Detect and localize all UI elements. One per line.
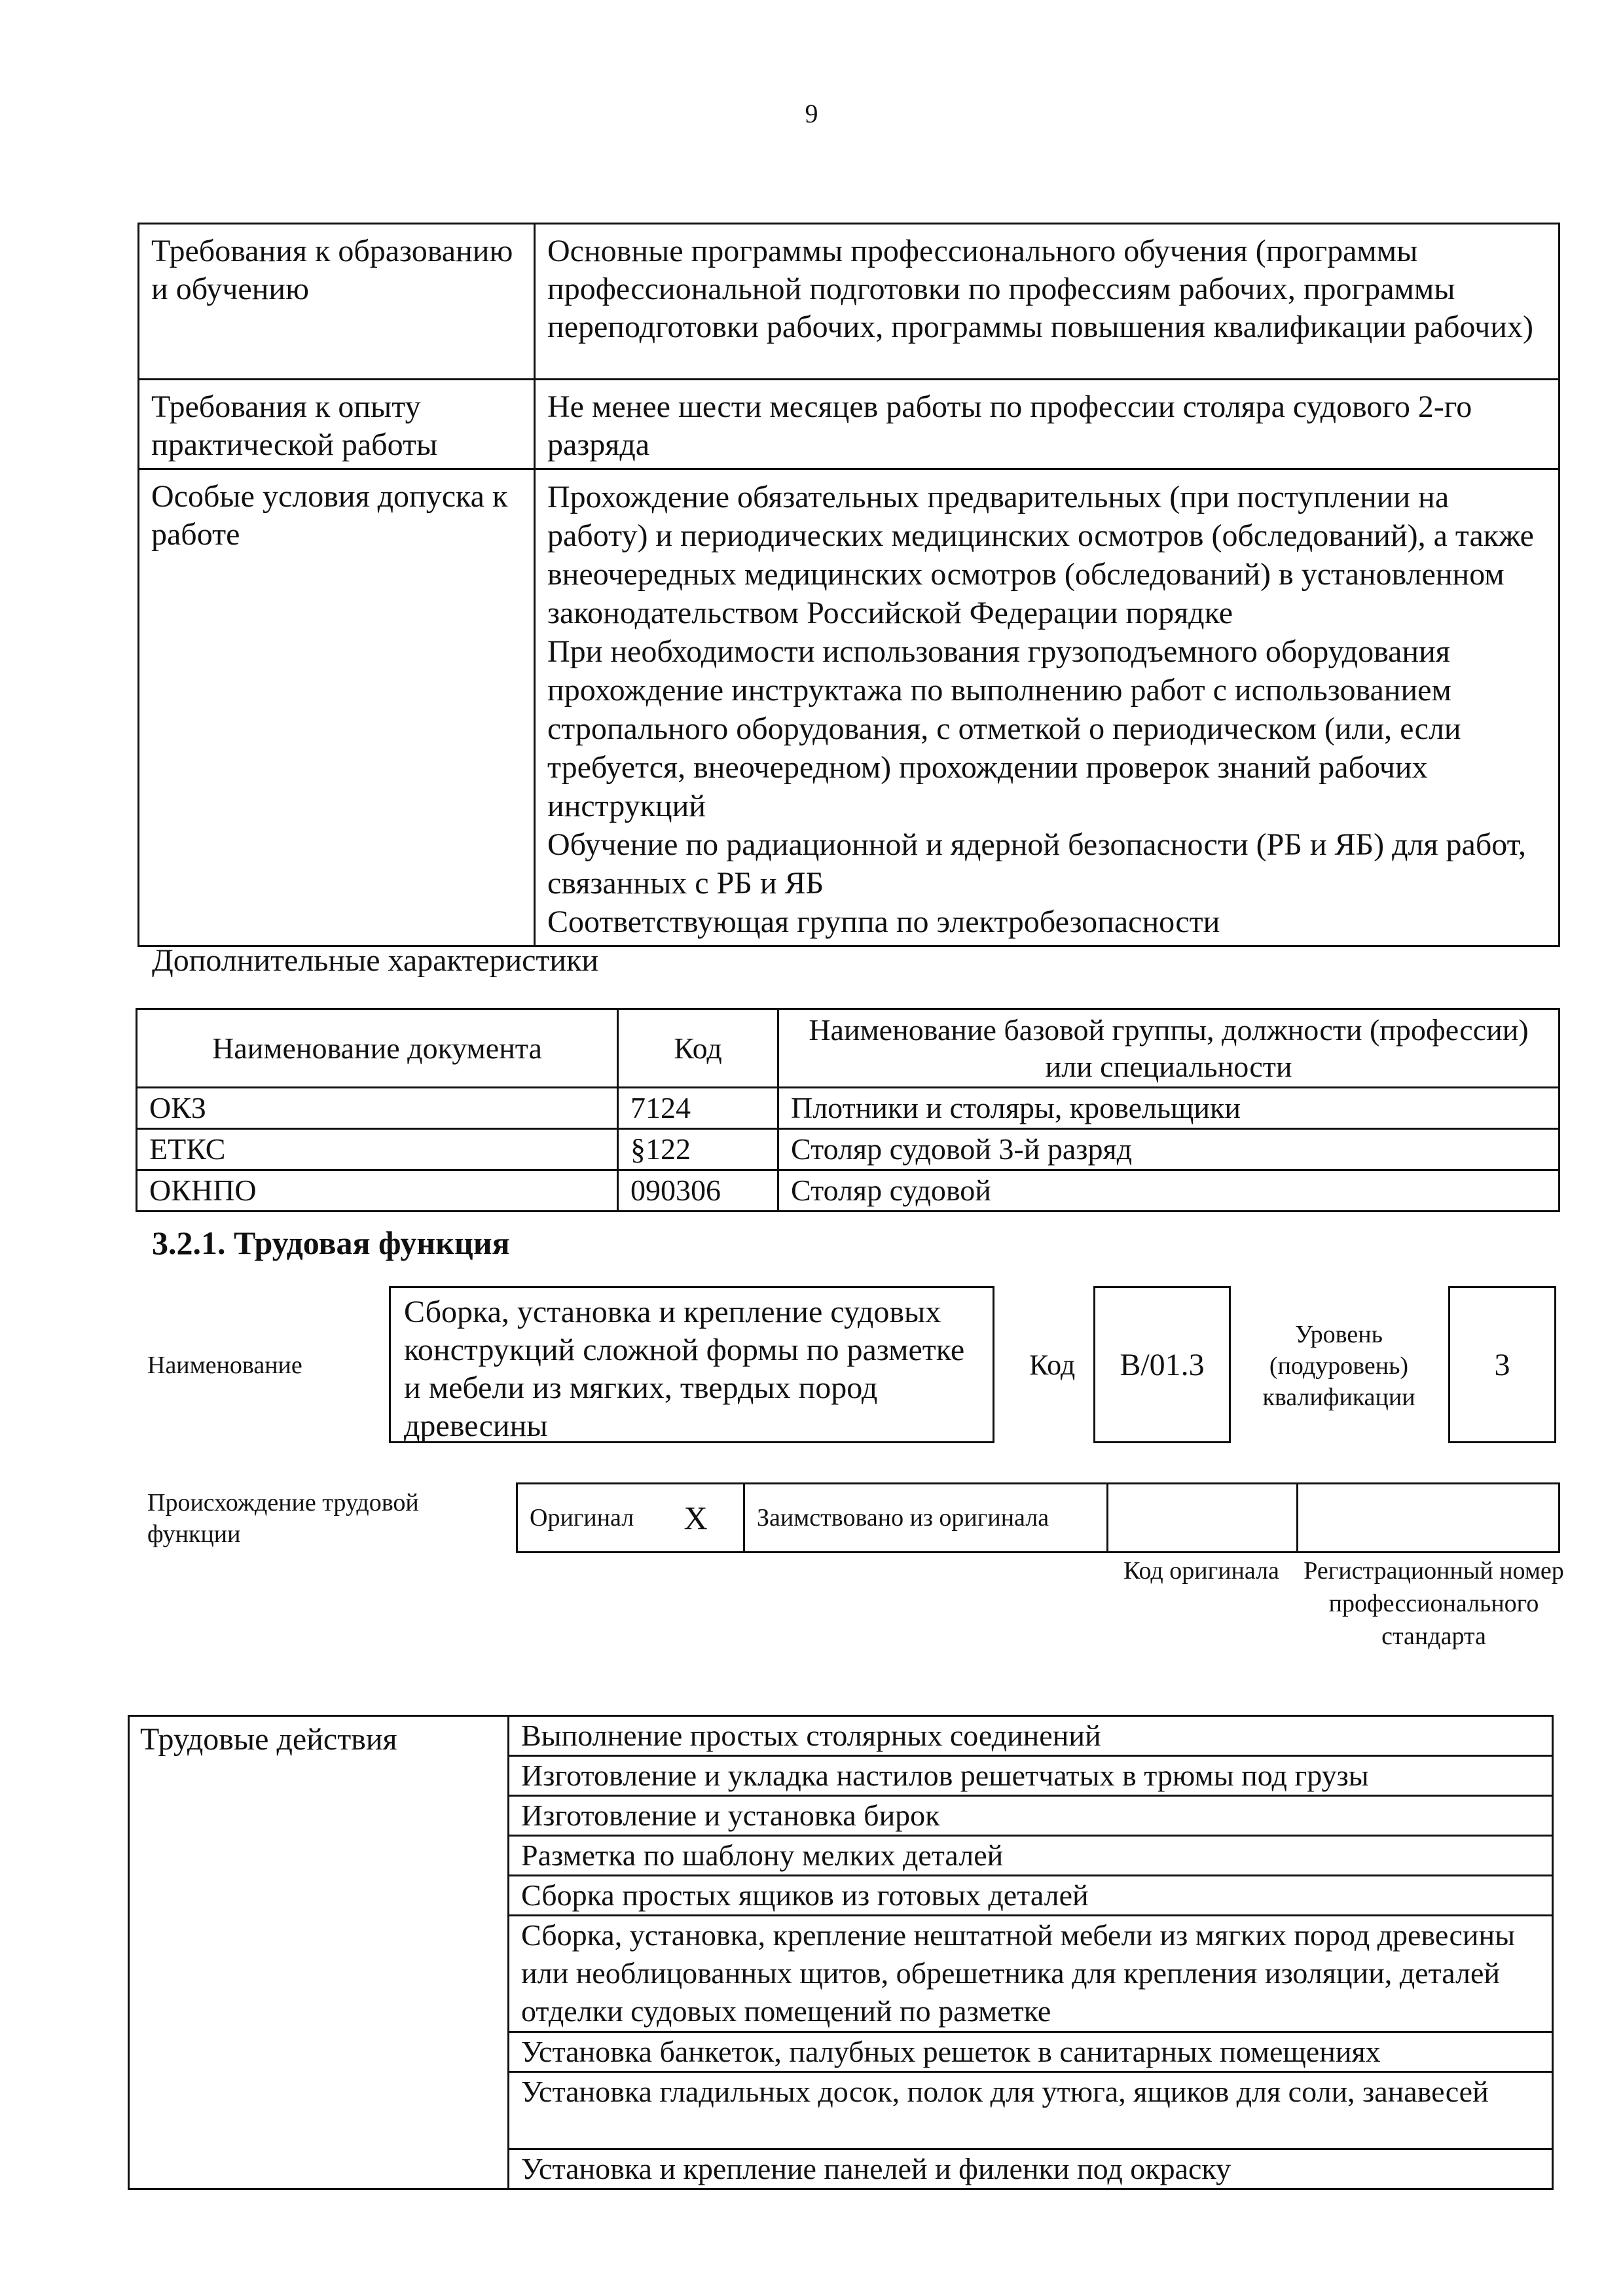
requirement-label: Особые условия допуска к работе: [139, 469, 535, 946]
table-header-row: [137, 1009, 1559, 1088]
table-row: [139, 380, 1559, 469]
requirement-value: Прохождение обязательных предварительных (при поступлении на работу) и периодических медицинских осмотров (обследований), а также внеочередных медицинских осмотров (обследований) в установленном законодательством Российской Федерации порядке При необходимости использования грузоподъемного оборудования прохождение инструктажа по выполнению работ с использованием стропального оборудования, с отметкой о периодическом (или, если требуется, внеочередном) прохождении проверок знаний рабочих инструкций Обучение по радиационной и ядерной безопасности (РБ и ЯБ) для работ, связанных с РБ и ЯБ Соответствующая группа по электробезопасности: [535, 469, 1559, 946]
requirements-table: [137, 223, 1560, 947]
column-header: Наименование документа: [137, 1009, 618, 1088]
list-item: Установка банкеток, палубных решеток в санитарных помещениях: [509, 2032, 1553, 2072]
list-item: Изготовление и укладка настилов решетчатых в трюмы под грузы: [509, 1756, 1553, 1796]
origin-code-cell: [1108, 1484, 1298, 1552]
requirement-label: Требования к опыту практической работы: [139, 380, 535, 469]
page-number: 9: [805, 99, 818, 128]
table-cell: §122: [618, 1129, 778, 1170]
origin-borrowed-cell: Заимствовано из оригинала: [744, 1484, 1108, 1552]
origin-table: [516, 1482, 1560, 1553]
table-cell: ЕТКС: [137, 1129, 618, 1170]
function-code-box: B/01.3: [1093, 1286, 1231, 1443]
labor-actions-table: [128, 1715, 1554, 2190]
list-item: Установка гладильных досок, полок для утюга, ящиков для соли, занавесей: [509, 2072, 1553, 2149]
qualification-level-box: 3: [1448, 1286, 1556, 1443]
section-title: 3.2.1. Трудовая функция: [152, 1225, 510, 1261]
labor-actions-label: Трудовые действия: [129, 1716, 509, 2189]
column-header: Наименование базовой группы, должности (профессии) или специальности: [778, 1009, 1559, 1088]
origin-reg-number-cell: [1298, 1484, 1559, 1552]
table-cell: Столяр судовой 3-й разряд: [778, 1129, 1559, 1170]
requirement-value: Основные программы профессионального обучения (программы профессиональной подготовки по профессиям рабочих, программы переподготовки рабочих, программы повышения квалификации рабочих): [535, 224, 1559, 380]
table-row: [129, 1716, 1553, 1756]
additional-table: [136, 1008, 1560, 1212]
table-cell: ОКНПО: [137, 1170, 618, 1211]
origin-label: Происхождение трудовой функции: [147, 1489, 419, 1548]
origin-mark: X: [672, 1484, 744, 1552]
function-name-box: Сборка, установка и крепление судовых конструкций сложной формы по разметке и мебели из мягких, твердых пород древесины: [389, 1286, 994, 1443]
table-row: [137, 1129, 1559, 1170]
name-label: Наименование: [147, 1352, 302, 1379]
table-row: [137, 1170, 1559, 1211]
list-item: Изготовление и установка бирок: [509, 1796, 1553, 1836]
list-item: Разметка по шаблону мелких деталей: [509, 1836, 1553, 1876]
table-cell: Плотники и столяры, кровельщики: [778, 1088, 1559, 1129]
table-cell: 7124: [618, 1088, 778, 1129]
table-row: [137, 1088, 1559, 1129]
level-label: Уровень (подуровень) квалификации: [1262, 1321, 1415, 1411]
table-cell: ОКЗ: [137, 1088, 618, 1129]
additional-heading: Дополнительные характеристики: [152, 943, 599, 978]
caption-original-code: Код оригинала: [1123, 1557, 1279, 1585]
table-cell: 090306: [618, 1170, 778, 1211]
code-label: Код: [1029, 1349, 1076, 1381]
table-row: [139, 224, 1559, 380]
list-item: Сборка простых ящиков из готовых деталей: [509, 1876, 1553, 1916]
requirement-label: Требования к образованию и обучению: [139, 224, 535, 380]
list-item: Выполнение простых столярных соединений: [509, 1716, 1553, 1756]
origin-original-cell: Оригинал: [517, 1484, 672, 1552]
table-row: [139, 469, 1559, 946]
column-header: Код: [618, 1009, 778, 1088]
table-row: [517, 1484, 1559, 1552]
requirement-value: Не менее шести месяцев работы по профессии столяра судового 2-го разряда: [535, 380, 1559, 469]
list-item: Установка и крепление панелей и филенки под окраску: [509, 2149, 1553, 2189]
table-cell: Столяр судовой: [778, 1170, 1559, 1211]
list-item: Сборка, установка, крепление нештатной мебели из мягких пород древесины или необлицованных щитов, обрешетника для крепления изоляции, деталей отделки судовых помещений по разметке: [509, 1916, 1553, 2032]
caption-reg-number: Регистрационный номер профессионального стандарта: [1304, 1557, 1564, 1650]
